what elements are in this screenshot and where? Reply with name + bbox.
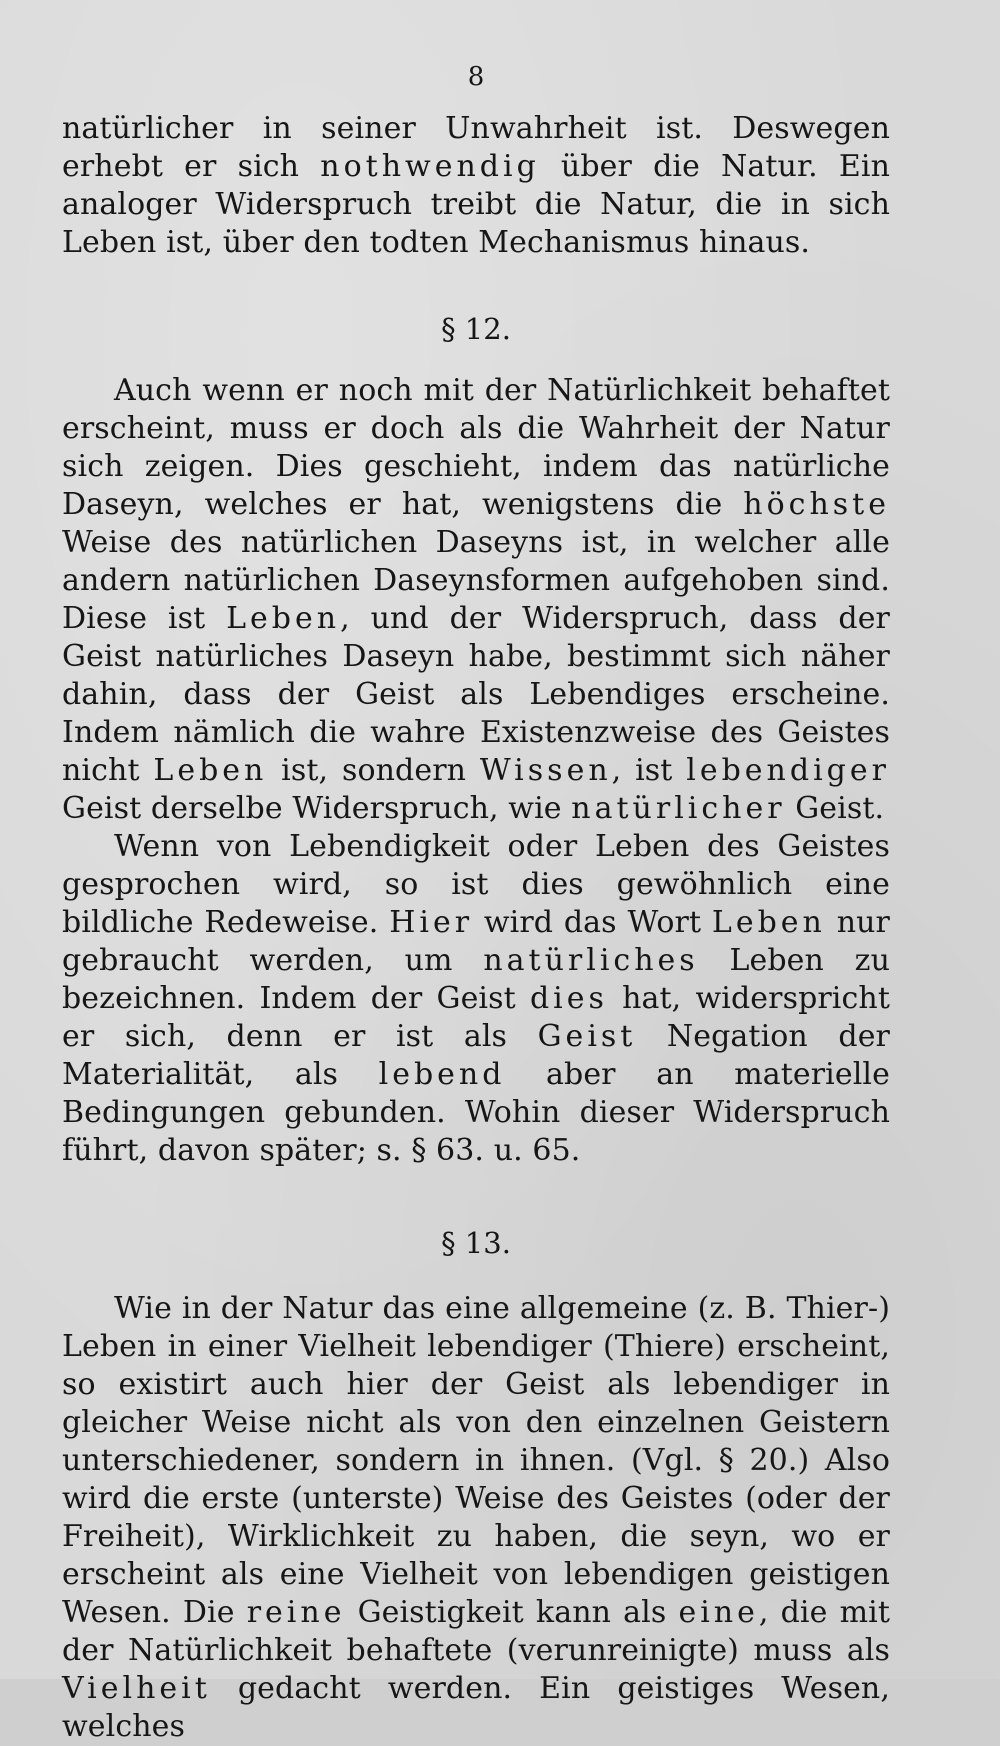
- spaced-emphasis: Geist: [537, 1019, 637, 1054]
- spaced-emphasis: Wissen: [479, 753, 612, 788]
- spaced-emphasis: Hier: [389, 905, 474, 940]
- text-run: Geist derselbe Widerspruch, wie: [62, 791, 572, 826]
- spaced-emphasis: dies: [529, 981, 608, 1016]
- text-run: , ist: [611, 753, 687, 788]
- spaced-emphasis: natürlicher: [571, 791, 786, 826]
- text-run: nur gebraucht werden, um: [62, 905, 890, 978]
- text-run: Leben zu bezeichnen. Indem der Geist: [62, 943, 890, 1016]
- section-12-heading: § 12.: [441, 312, 511, 346]
- text-run: gedacht werden. Ein geistiges Wesen, welches: [62, 1671, 890, 1744]
- spaced-emphasis: Leben: [226, 601, 341, 636]
- spaced-emphasis: höchste: [743, 487, 890, 522]
- section-13-heading: § 13.: [441, 1226, 511, 1260]
- spaced-emphasis: eine: [678, 1595, 759, 1630]
- text-run: wird das Wort: [473, 905, 712, 940]
- text-run: Auch wenn er noch mit der Natürlichkeit behaftet erscheint, muss er doch als die Wahrheit der Natur sich zeigen. Dies geschieht, indem das natürliche Daseyn, welches er hat, wenigstens die: [62, 373, 890, 522]
- spaced-emphasis: lebendiger: [686, 753, 890, 788]
- text-run: Wie in der Natur das eine allgemeine (z. B. Thier-) Leben in einer Vielheit lebendiger (Thiere) erscheint, so existirt auch hier der Geist als lebendiger in gleicher Weise nicht als von den einzelnen Geistern unterschiedener, sondern in ihnen. (Vgl. § 20.) Also wird die erste (unterste) Weise des Geistes (oder der Freiheit), Wirklichkeit zu haben, die seyn, wo er erscheint als eine Vielheit von lebendigen geistigen Wesen. Die: [62, 1291, 890, 1630]
- spaced-emphasis: lebend: [378, 1057, 506, 1092]
- spaced-emphasis: natürliches: [483, 943, 699, 978]
- text-run: Wenn von Lebendigkeit oder Leben des Geistes gesprochen wird, so ist dies gewöhnlich eine bildliche Redeweise.: [62, 829, 890, 940]
- text-run: ist, sondern: [267, 753, 480, 788]
- spaced-emphasis: Vielheit: [62, 1671, 211, 1706]
- page-number: 8: [467, 62, 485, 92]
- section-13-paragraph-1: [62, 1290, 890, 1746]
- text-run: hat, widerspricht er sich, denn er ist als: [62, 981, 890, 1054]
- text-run: natürlicher in seiner Unwahrheit ist. Deswegen erhebt er sich: [62, 111, 890, 184]
- text-run: , die mit der Natürlichkeit behaftete (verunreinigte) muss als: [62, 1595, 890, 1668]
- spaced-emphasis: nothwendig: [320, 149, 540, 184]
- section-12-paragraph-2: [62, 828, 890, 1170]
- text-run: , und der Widerspruch, dass der Geist natürliches Daseyn habe, bestimmt sich näher dahin, dass der Geist als Lebendiges erscheine. Indem nämlich die wahre Existenzweise des Geistes nicht: [62, 601, 890, 788]
- section-12-paragraph-1: [62, 372, 890, 828]
- text-run: aber an materielle Bedingungen gebunden. Wohin dieser Widerspruch führt, davon später; s. § 63. u. 65.: [62, 1057, 890, 1168]
- text-run: Geist.: [785, 791, 885, 826]
- text-run: Weise des natürlichen Daseyns ist, in welcher alle andern natürlichen Daseynsformen aufgehoben sind. Diese ist: [62, 525, 890, 636]
- text-run: Negation der Materialität, als: [62, 1019, 890, 1092]
- spaced-emphasis: Leben: [711, 905, 826, 940]
- text-run: Geistigkeit kann als: [345, 1595, 679, 1630]
- text-run: über die Natur. Ein analoger Widerspruch treibt die Natur, die in sich Leben ist, über den todten Mechanismus hinaus.: [62, 149, 890, 260]
- spaced-emphasis: reine: [246, 1595, 346, 1630]
- spaced-emphasis: Leben: [153, 753, 268, 788]
- intro-paragraph: [62, 110, 890, 262]
